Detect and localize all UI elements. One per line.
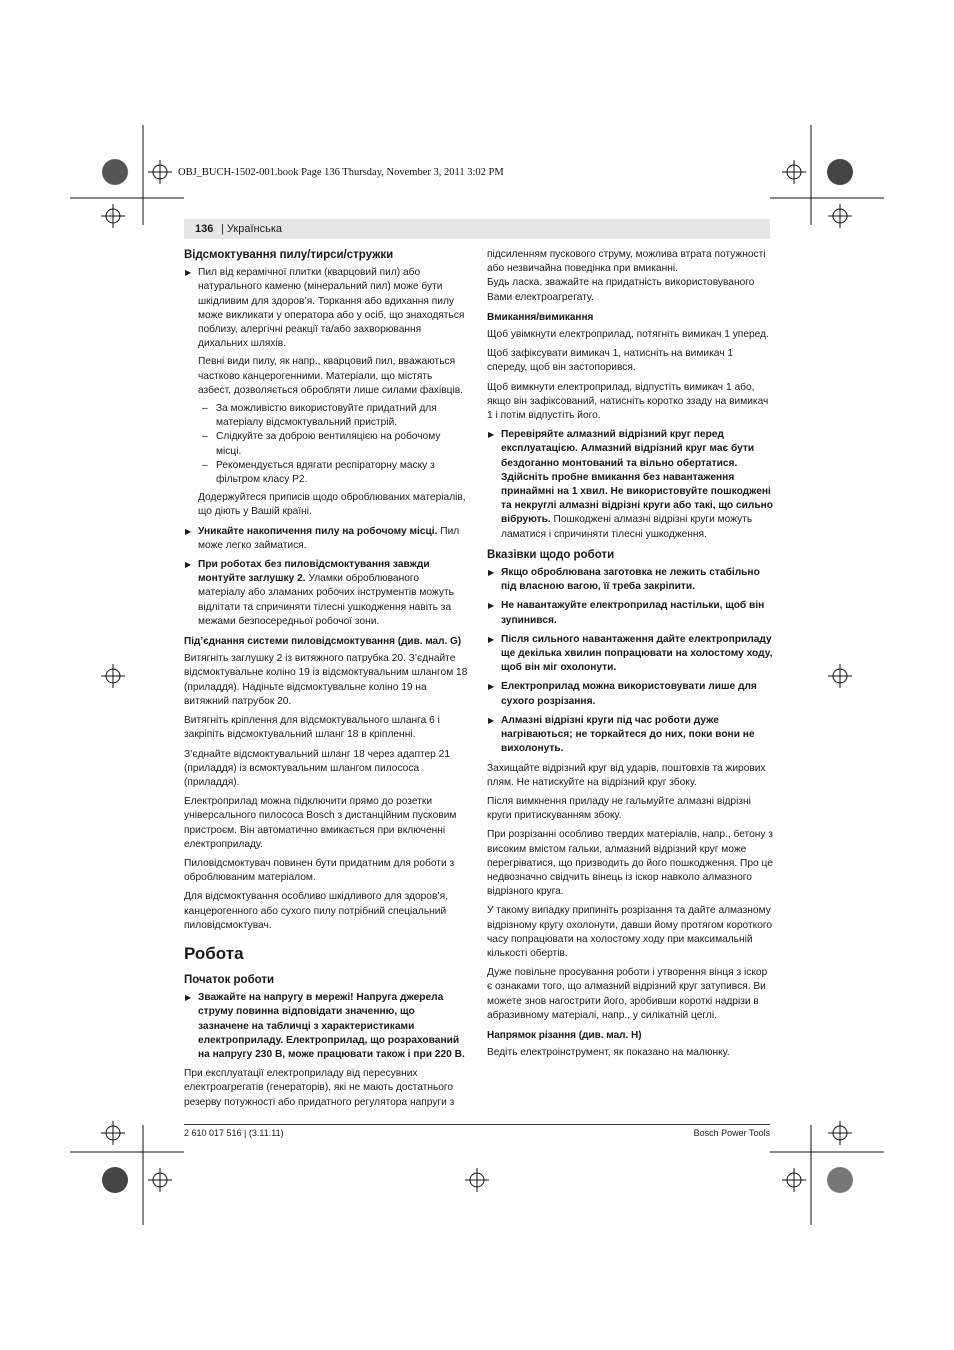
tip-bullet-text: Після сильного навантаження дайте електроприладу ще декілька хвилин попрацювати на холостому ходу, щоб він міг охолонути. xyxy=(501,633,773,674)
dust-bullet-1-p3: Додержуйтеся приписів щодо оброблюваних матеріалів, що діють у Вашій країні. xyxy=(198,492,466,518)
start-bullet-1-bold: Зважайте на напругу в мережі! Напруга джерела струму повинна відповідати значенню, що зазначене на табличці з характеристиками електроприладу. Електроприлад, що розрахований на напругу 230 В, може працювати також і при 220 В. xyxy=(198,992,465,1060)
dust-dash-item: – Слідкуйте за доброю вентиляцією на робочому місці. xyxy=(198,430,468,458)
switch-lock-text: Щоб зафіксувати вимикач 1, натисніть на вимикач 1 спереду, щоб він застопорився. xyxy=(487,348,733,374)
dust-bullet-1-p2: Певні види пилу, як напр., кварцовий пил, вважаються частково канцерогенними. Матеріали, що містять азбест, дозволяється обробляти лише силами фахівців. xyxy=(198,356,464,396)
dust-bullet-3 xyxy=(184,558,468,629)
tip-bullet xyxy=(487,599,773,627)
dust-bullet-3-rest: Уламки оброблюваного матеріалу або зламаних робочих інструментів можуть відлітати та спричиняти тілесні ушкодження навіть за межами безпосередньої робочої зони. xyxy=(198,573,454,627)
check-disc-bullet xyxy=(487,428,773,542)
tip-bullet-text: Не навантажуйте електроприлад настільки, щоб він зупинився. xyxy=(501,600,765,626)
connection-p3: З’єднайте відсмоктувальний шланг 18 через адаптер 21 (приладдя) із всмоктувальним шлангом пилососа (приладдя). xyxy=(184,748,451,788)
tip-bullet xyxy=(487,714,773,757)
continued-p2: Будь ласка, зважайте на придатність використовуваного Вами електроагрегату. xyxy=(487,277,755,303)
left-column xyxy=(184,248,468,1115)
tips-p3: При розрізанні особливо твердих матеріалів, напр., бетону з високим вмістом гальки, алмазний відрізний круг може перегріватися, що призводить до його пошкодження. Про це недвозначно свідчить вінець із іскор навколо алмазного відрізного круга. xyxy=(487,829,773,898)
dust-bullet-1-p1: ▶ Пил від керамічної плитки (кварцовий пил) або натурального каменю (мінеральний пил) може бути шкідливим для здоров’я. Торкання або вдихання пилу може викликати у оператора або у осіб, що знаходяться поблизу, алергічні реакції та/або захворювання дихальних шляхів. xyxy=(198,267,465,350)
dust-dash-list xyxy=(198,402,468,487)
dust-bullet-2-rest: Пил може легко займатися. xyxy=(198,525,460,551)
onoff-heading: Вмикання/вимикання xyxy=(487,311,594,323)
right-column xyxy=(487,248,773,1065)
cut-direction-text: Ведіть електроінструмент, як показано на малюнку. xyxy=(487,1047,730,1059)
switch-on-text: Щоб увімкнути електроприлад, потягніть вимикач 1 уперед. xyxy=(487,329,769,341)
connection-p2: Витягніть кріплення для відсмоктувального шланга 6 і закріпіть відсмоктувальний шланг 18 в кріпленні. xyxy=(184,715,440,741)
tips-p4: У такому випадку припиніть розрізання та дайте алмазному відрізному кругу охолонути, давши йому протягом короткого часу попрацювати на холостому ходу при максимальній кількості обертів. xyxy=(487,905,773,959)
tips-p2: Після вимкнення приладу не гальмуйте алмазні відрізні круги притискуванням збоку. xyxy=(487,795,751,822)
footer-doc-number: 2 610 017 516 | (3.11.11) xyxy=(184,1128,284,1138)
connection-p1: Витягніть заглушку 2 із витяжного патрубка 20. З’єднайте відсмоктувальне коліно 19 із відсмоктувальним шлангом 18 (приладдя). Надіньте відсмоктувальне коліно 19 на витяжний патрубок 20. xyxy=(184,653,468,707)
tip-bullet xyxy=(487,680,773,708)
tips-heading: Вказівки щодо роботи xyxy=(487,548,615,561)
check-disc-bold: Перевіряйте алмазний відрізний круг перед експлуатацією. Алмазний відрізний круг має бути бездоганно монтований та вільно обертатися. Здійсніть пробне вмикання без навантаження принаймні на 1 хвил. Не використовуйте пошкоджені та некруглі алмазні відрізні круги або такі, що сильно вібрують. xyxy=(501,429,773,526)
tip-bullet-text: Якщо оброблювана заготовка не лежить стабільно під власною вагою, її треба закріпити. xyxy=(501,567,760,593)
dust-dash-item: – За можливістю використовуйте придатний для матеріалу відсмоктувальний пристрій. xyxy=(198,402,468,430)
dust-bullet-1 xyxy=(184,266,468,519)
cut-direction-heading: Напрямок різання (див. мал. H) xyxy=(487,1029,642,1041)
continued-p1: підсиленням пускового струму, можлива втрата потужності або незвичайна поведінка при вмиканні. xyxy=(487,249,766,275)
header-language: | Українська xyxy=(221,223,282,235)
tips-p5: Дуже повільне просування роботи і утворення вінця з іскор є ознаками того, що алмазний відрізний круг затупився. Ви можете знов нагострити його, зробивши короткі надрізи в абразивному матеріалі, напр., у силікатній цеглі. xyxy=(487,967,768,1021)
connection-p4: Електроприлад можна підключити прямо до розетки універсального пилососа Bosch з дистанційним пусковим пристроєм. Він автоматично вмикається при включенні електроприладу. xyxy=(184,796,457,850)
dust-dash-item: – Рекомендується вдягати респіраторну маску з фільтром класу P2. xyxy=(198,459,468,487)
tip-bullet-text: Алмазні відрізні круги під час роботи дуже нагріваються; не торкайтеся до них, поки вони не вихолонуть. xyxy=(501,714,755,755)
print-slug-line: OBJ_BUCH-1502-001.book Page 136 Thursday, November 3, 2011 3:02 PM xyxy=(178,167,504,178)
dust-bullet-2-bold: Уникайте накопичення пилу на робочому місці. xyxy=(198,525,438,537)
tip-bullet xyxy=(487,566,773,594)
connection-p5: Пиловідсмоктувач повинен бути придатним для роботи з оброблюваним матеріалом. xyxy=(184,857,455,884)
tip-bullet-text: Електроприлад можна використовувати лише для сухого розрізання. xyxy=(501,681,757,707)
check-disc-rest: Пошкоджені алмазні відрізні круги можуть ламатися і спричиняти тілесні ушкодження. xyxy=(501,514,753,540)
footer-brand: Bosch Power Tools xyxy=(693,1128,770,1138)
work-title: Робота xyxy=(184,943,244,963)
start-p1: При експлуатації електроприладу від пересувних електроагрегатів (генераторів), які не мають достатнього резерву потужності або придатного регулятора напруги з xyxy=(184,1068,455,1108)
dust-bullet-2-text xyxy=(198,525,468,553)
start-heading: Початок роботи xyxy=(184,973,275,986)
dust-bullet-2 xyxy=(184,525,468,553)
page-footer xyxy=(184,1124,770,1138)
tip-bullet xyxy=(487,633,773,676)
dust-bullet-3-bold: При роботах без пиловідсмоктування завжди монтуйте заглушку 2. xyxy=(198,559,430,585)
connection-heading: Під’єднання системи пиловідсмоктування (див. мал. G) xyxy=(184,636,462,648)
page-header-bar xyxy=(184,219,770,239)
dust-heading: Відсмоктування пилу/тирси/стружки xyxy=(184,249,394,261)
start-bullet-1 xyxy=(184,991,468,1062)
tips-p1: Захищайте відрізний круг від ударів, поштовхів та жирових плям. Не натискуйте на відрізний круг збоку. xyxy=(487,762,766,788)
connection-p6: Для відсмоктування особливо шкідливого для здоров’я, канцерогенного або сухого пилу потрібний спеціальний пиловідсмоктувач. xyxy=(184,891,448,931)
page-number: 136 xyxy=(195,223,214,235)
dust-bullet-3-text xyxy=(198,558,468,629)
switch-off-text: Щоб вимкнути електроприлад, відпустіть вимикач 1 або, якщо він зафіксований, натисніть коротко ззаду на вимикач 1 і потім відпустіть його. xyxy=(487,381,769,422)
